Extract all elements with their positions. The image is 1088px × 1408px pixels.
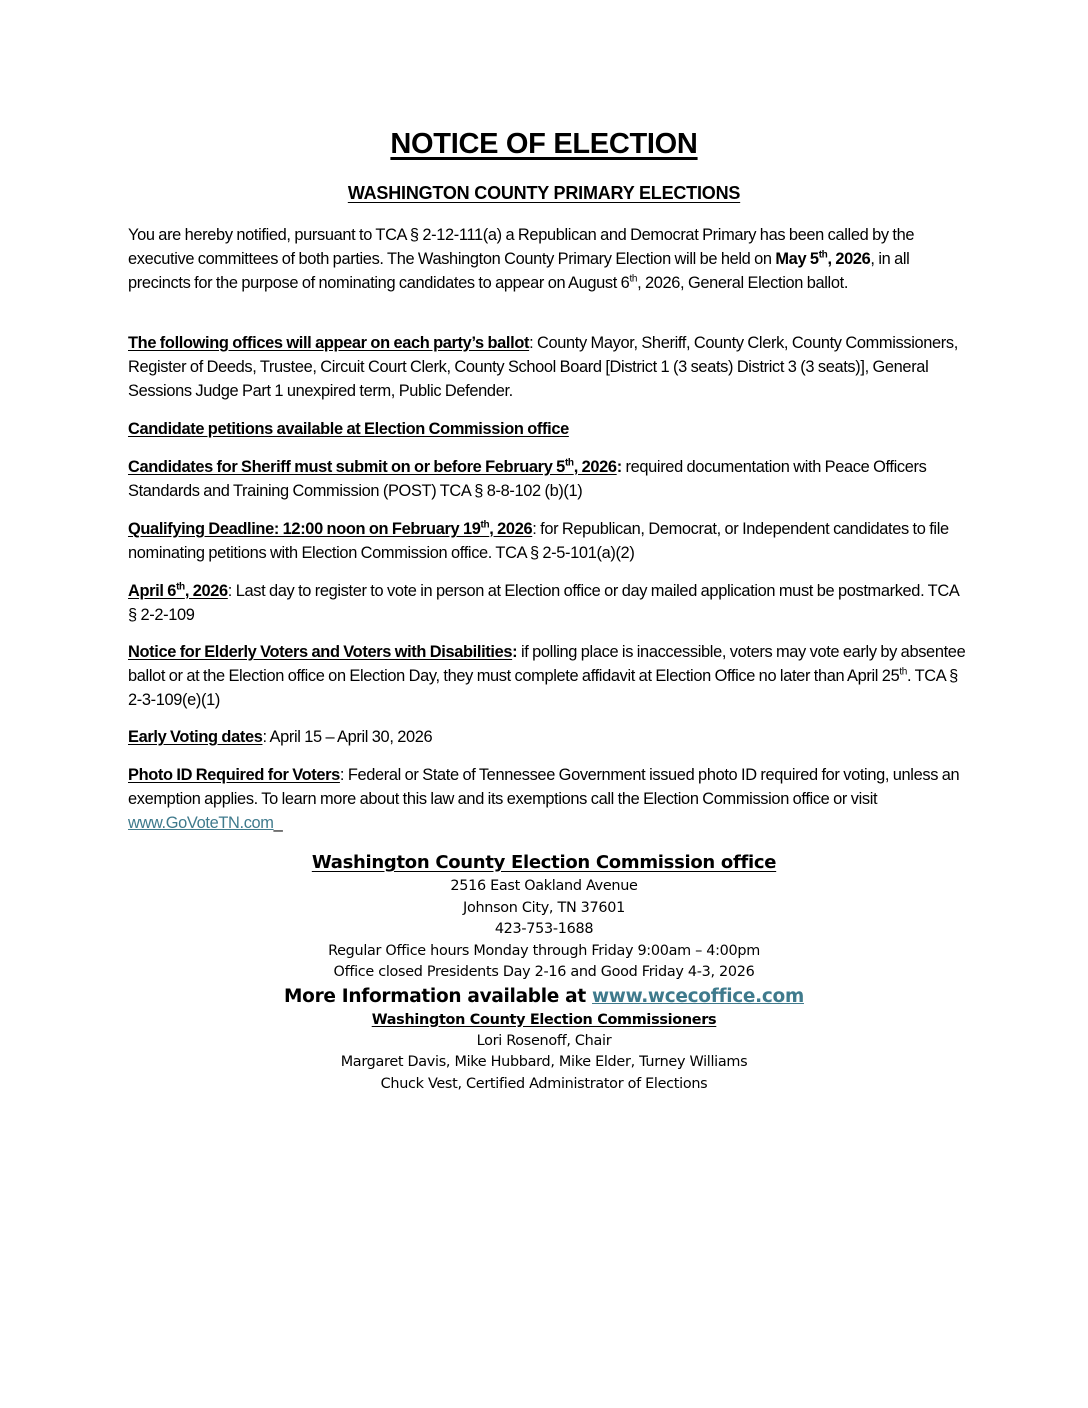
govotetn-link[interactable]: www.GoVoteTN.com bbox=[128, 813, 274, 832]
administrator: Chuck Vest, Certified Administrator of Elections bbox=[380, 1075, 708, 1092]
registration-paragraph bbox=[128, 580, 968, 628]
elderly-text: if polling place is inaccessible, voters may vote early by absentee ballot or at the Election office on Election Day, they must complete affidavit at Election Office no later than April 25 bbox=[128, 643, 966, 685]
offices-lead: The following offices will appear on each party’s ballot bbox=[128, 334, 530, 352]
photo-id-lead: Photo ID Required for Voters bbox=[128, 766, 340, 784]
intro-text-3: , 2026, General Election ballot. bbox=[637, 273, 849, 292]
office-address-line1: 2516 East Oakland Avenue bbox=[450, 878, 638, 894]
qualifying-text: : for Republican, Democrat, or Independent candidates to file nominating petitions with Election Commission office. TCA § 2-5-101(a)(2) bbox=[128, 520, 949, 562]
sheriff-lead: Candidates for Sheriff must submit on or before February 5th, 2026 bbox=[128, 457, 617, 476]
intro-paragraph: You are hereby notified, pursuant to TCA § 2-12-111(a) a Republican and Democrat Primary has been called by the executive committees of both parties. The Washington County Primary Election will be held on May 5th, 2026, in all precincts for the purpose of nominating candidates to appear on August 6th, 2026, General Election ballot. bbox=[128, 226, 915, 292]
office-address-line2: Johnson City, TN 37601 bbox=[463, 899, 625, 916]
elderly-lead: Notice for Elderly Voters and Voters with Disabilities bbox=[128, 643, 513, 661]
sheriff-paragraph: Candidates for Sheriff must submit on or before February 5th, 2026: required documentation with Peace Officers Standards and Training Commission (POST) TCA § 8-8-102 (b)(1) bbox=[128, 457, 927, 500]
commissioner-members: Margaret Davis, Mike Hubbard, Mike Elder, Turney Williams bbox=[340, 1054, 748, 1070]
commissioners-title: Washington County Election Commissioners bbox=[371, 1011, 717, 1028]
early-voting-lead: Early Voting dates bbox=[128, 728, 263, 746]
photo-id-paragraph: Photo ID Required for Voters: Federal or State of Tennessee Government issued photo ID required for voting, unless an exemption applies. To learn more about this law and its exemptions call the Election Commission office or visit www.GoVoteTN.com_ bbox=[128, 766, 960, 832]
elderly-paragraph: Notice for Elderly Voters and Voters with Disabilities: if polling place is inaccessible, voters may vote early by absentee ballot or at the Election office on Election Day, they must complete affidavit at Election Office no later than April 25th. TCA § 2-3-109(e)(1) bbox=[128, 643, 966, 709]
qualifying-paragraph bbox=[128, 518, 968, 566]
commissioner-chair: Lori Rosenoff, Chair bbox=[476, 1032, 612, 1049]
office-phone: 423-753-1688 bbox=[494, 921, 594, 937]
page-subtitle: WASHINGTON COUNTY PRIMARY ELECTIONS bbox=[347, 183, 741, 203]
petitions-lead: Candidate petitions available at Election Commission office bbox=[128, 420, 569, 438]
office-title: Washington County Election Commission office bbox=[311, 852, 777, 873]
office-info-block bbox=[128, 850, 960, 1095]
wcecoffice-link[interactable]: www.wcecoffice.com bbox=[592, 985, 804, 1007]
early-voting-paragraph bbox=[128, 726, 968, 750]
intro-text-2: , in all precincts for the purpose of nominating candidates to appear on August 6 bbox=[128, 249, 910, 292]
early-voting-text: : April 15 – April 30, 2026 bbox=[262, 728, 433, 746]
offices-text: : County Mayor, Sheriff, County Clerk, County Commissioners, Register of Deeds, Trustee, Circuit Court Clerk, County School Board [District 1 (3 seats) District 3 (3 seats)], General Sessions Judge Part 1 unexpired term, Public Defender. bbox=[128, 334, 958, 400]
page-title: NOTICE OF ELECTION bbox=[390, 128, 698, 160]
more-info-line: More Information available at www.wcecoffice.com bbox=[284, 985, 804, 1007]
office-closed-dates: Office closed Presidents Day 2-16 and Good Friday 4-3, 2026 bbox=[333, 964, 755, 980]
offices-paragraph bbox=[128, 332, 968, 403]
photo-id-text: : Federal or State of Tennessee Government issued photo ID required for voting, unless an exemption applies. To learn more about this law and its exemptions call the Election Commission office or visit bbox=[128, 766, 960, 808]
registration-lead: April 6th, 2026 bbox=[128, 581, 228, 600]
petitions-paragraph bbox=[128, 418, 968, 442]
qualifying-lead: Qualifying Deadline: 12:00 noon on February 19th, 2026 bbox=[128, 519, 533, 538]
registration-text: : Last day to register to vote in person at Election office or day mailed application must be postmarked. TCA § 2-2-109 bbox=[128, 582, 959, 624]
intro-text-1: You are hereby notified, pursuant to TCA § 2-12-111(a) a Republican and Democrat Primary has been called by the executive committees of both parties. The Washington County Primary Election will be held on bbox=[128, 226, 915, 268]
election-date: May 5th, 2026 bbox=[775, 249, 871, 268]
office-hours: Regular Office hours Monday through Friday 9:00am – 4:00pm bbox=[328, 942, 760, 959]
sheriff-text: required documentation with Peace Officers Standards and Training Commission (POST) TCA § 8-8-102 (b)(1) bbox=[128, 458, 927, 500]
